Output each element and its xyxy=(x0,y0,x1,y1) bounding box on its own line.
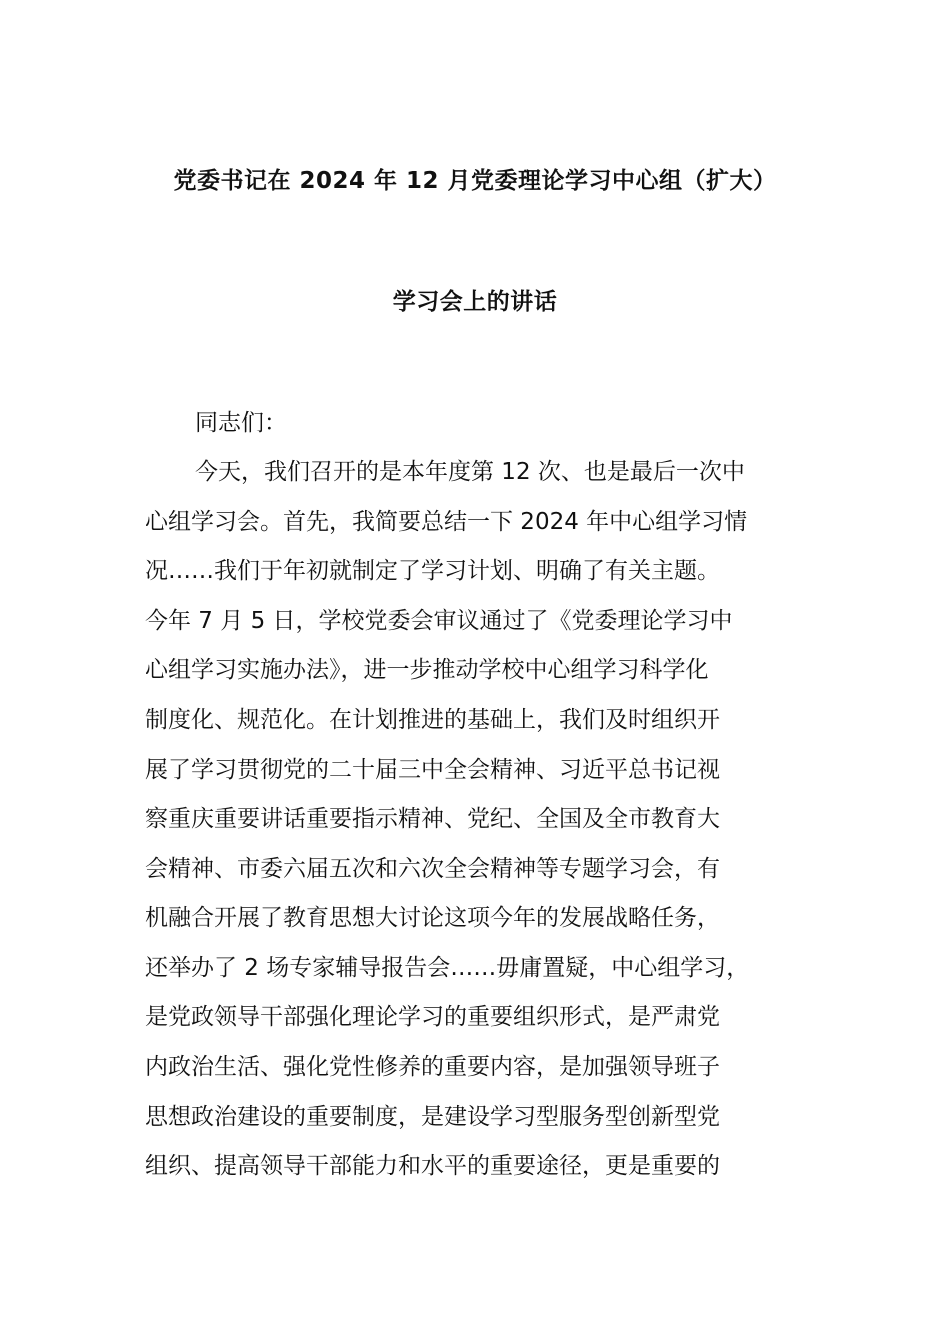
body-line: 心组学习会。首先，我简要总结一下 2024 年中心组学习情 xyxy=(145,509,748,535)
body-line: 会精神、市委六届五次和六次全会精神等专题学习会，有 xyxy=(145,856,720,882)
body-line: 是党政领导干部强化理论学习的重要组织形式，是严肃党 xyxy=(145,1004,720,1030)
body-line: 况……我们于年初就制定了学习计划、明确了有关主题。 xyxy=(145,558,720,584)
body-line: 制度化、规范化。在计划推进的基础上，我们及时组织开 xyxy=(145,707,720,733)
body-line: 机融合开展了教育思想大讨论这项今年的发展战略任务， xyxy=(145,905,720,931)
body-line: 还举办了 2 场专家辅导报告会……毋庸置疑，中心组学习， xyxy=(145,955,750,981)
document-title-line-2: 学习会上的讲话 xyxy=(392,289,558,315)
body-line: 心组学习实施办法》，进一步推动学校中心组学习科学化 xyxy=(145,657,709,683)
body-line: 今天，我们召开的是本年度第 12 次、也是最后一次中 xyxy=(195,459,745,485)
body-line: 思想政治建设的重要制度，是建设学习型服务型创新型党 xyxy=(145,1104,720,1130)
body-line: 内政治生活、强化党性修养的重要内容，是加强领导班子 xyxy=(145,1054,720,1080)
body-line: 察重庆重要讲话重要指示精神、党纪、全国及全市教育大 xyxy=(145,806,720,832)
body-line: 展了学习贯彻党的二十届三中全会精神、习近平总书记视 xyxy=(145,757,720,783)
document-title-line-1: 党委书记在 2024 年 12 月党委理论学习中心组（扩大） xyxy=(173,168,777,194)
body-line: 今年 7 月 5 日，学校党委会审议通过了《党委理论学习中 xyxy=(145,608,733,634)
body-line: 组织、提高领导干部能力和水平的重要途径，更是重要的 xyxy=(145,1153,720,1179)
salutation: 同志们： xyxy=(195,410,287,436)
